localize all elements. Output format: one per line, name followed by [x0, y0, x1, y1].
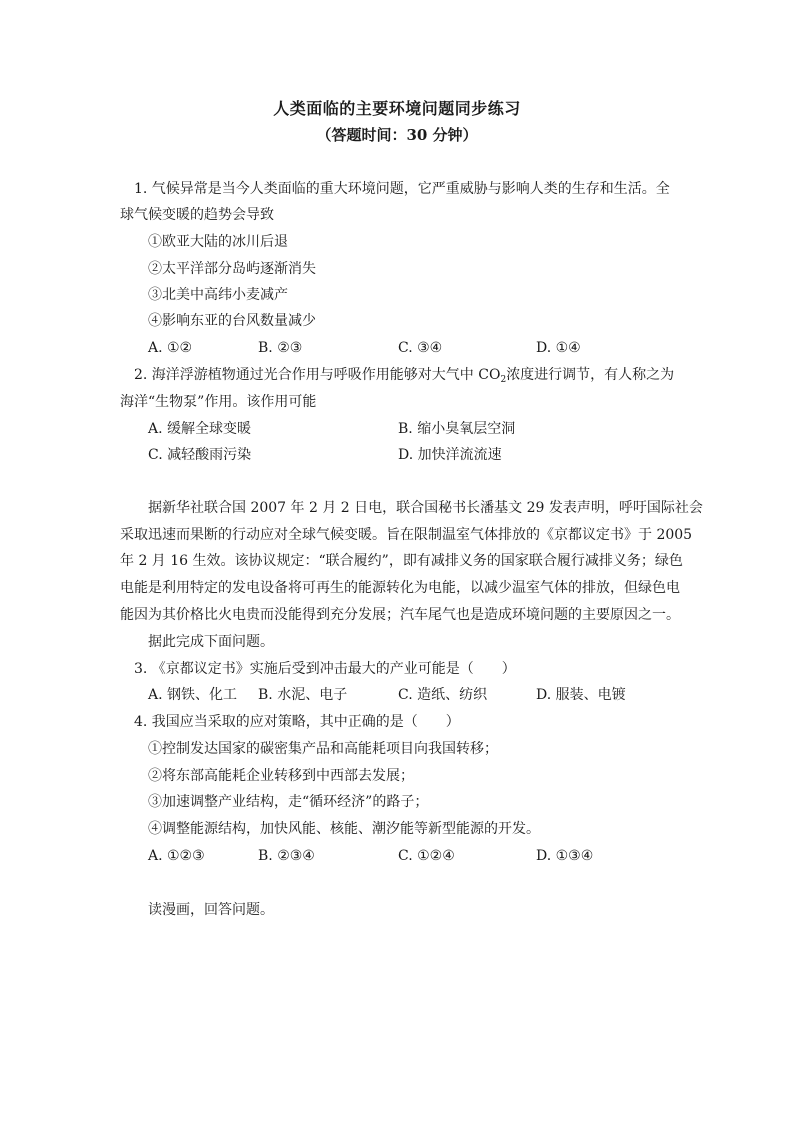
- q2-stem-part-2: 浓度进行调节，有人称之为: [506, 367, 675, 383]
- passage-line-1: 据新华社联合国 2007 年 2 月 2 日电，联合国秘书长潘基文 29 发表声明，呼吁国际社会: [148, 500, 703, 516]
- passage-instruction: 据此完成下面问题。: [148, 634, 274, 650]
- q2-stem-line-1: [134, 366, 674, 384]
- q3-option-b: B. 水泥、电子: [258, 687, 348, 703]
- q2-option-c: C. 减轻酸雨污染: [148, 447, 252, 463]
- comic-prompt: 读漫画，回答问题。: [148, 902, 274, 918]
- q2-stem-line-2: 海洋“生物泵”作用。该作用可能: [120, 394, 317, 410]
- q3-stem: 3. 《京都议定书》实施后受到冲击最大的产业可能是（ ）: [134, 661, 516, 677]
- q1-option-d: D. ①④: [536, 340, 581, 356]
- q4-option-d: D. ①③④: [536, 848, 594, 864]
- q1-option-a: A. ①②: [148, 340, 193, 356]
- q4-item-4: ④调整能源结构，加快风能、核能、潮汐能等新型能源的开发。: [148, 821, 540, 837]
- q3-option-d: D. 服装、电镀: [536, 687, 626, 703]
- q4-item-3: ③加速调整产业结构，走“循环经济”的路子；: [148, 794, 429, 810]
- q1-item-1: ①欧亚大陆的冰川后退: [148, 234, 288, 250]
- q2-option-b: B. 缩小臭氧层空洞: [398, 421, 516, 437]
- q4-item-1: ①控制发达国家的碳密集产品和高能耗项目向我国转移；: [148, 741, 498, 757]
- q1-option-b: B. ②③: [258, 340, 303, 356]
- page-subtitle: （答题时间：30 分钟）: [316, 126, 478, 144]
- q1-option-c: C. ③④: [398, 340, 443, 356]
- q1-stem-line-1: 1. 气候异常是当今人类面临的重大环境问题，它严重威胁与影响人类的生存和生活。全: [134, 181, 670, 197]
- q4-stem: 4. 我国应当采取的应对策略，其中正确的是（ ）: [134, 714, 460, 730]
- passage-line-5: 能因为其价格比火电贵而没能得到充分发展；汽车尾气也是造成环境问题的主要原因之一。: [120, 607, 680, 623]
- q2-stem-part-1: 2. 海洋浮游植物通过光合作用与呼吸作用能够对大气中 CO: [134, 367, 501, 383]
- q2-co2-subscript: 2: [500, 375, 507, 385]
- q2-option-d: D. 加快洋流流速: [398, 447, 502, 463]
- q4-item-2: ②将东部高能耗企业转移到中西部去发展；: [148, 768, 414, 784]
- q1-stem-line-2: 球气候变暖的趋势会导致: [120, 207, 274, 223]
- q4-option-b: B. ②③④: [258, 848, 315, 864]
- passage-line-3: 年 2 月 16 生效。该协议规定：“联合履约”，即有减排义务的国家联合履行减排义务；绿色: [120, 553, 683, 569]
- page-title: 人类面临的主要环境问题同步练习: [273, 99, 521, 118]
- q3-option-a: A. 钢铁、化工: [148, 687, 238, 703]
- passage-line-4: 电能是利用特定的发电设备将可再生的能源转化为电能，以减少温室气体的排放，但绿色电: [120, 580, 680, 596]
- q4-option-a: A. ①②③: [148, 848, 205, 864]
- q3-option-c: C. 造纸、纺织: [398, 687, 488, 703]
- q2-option-a: A. 缓解全球变暖: [148, 421, 252, 437]
- q1-item-2: ②太平洋部分岛屿逐渐消失: [148, 261, 316, 277]
- q1-item-4: ④影响东亚的台风数量减少: [148, 313, 316, 329]
- q4-option-c: C. ①②④: [398, 848, 455, 864]
- q1-item-3: ③北美中高纬小麦减产: [148, 287, 288, 303]
- passage-line-2: 采取迅速而果断的行动应对全球气候变暖。旨在限制温室气体排放的《京都议定书》于 2005: [120, 527, 693, 543]
